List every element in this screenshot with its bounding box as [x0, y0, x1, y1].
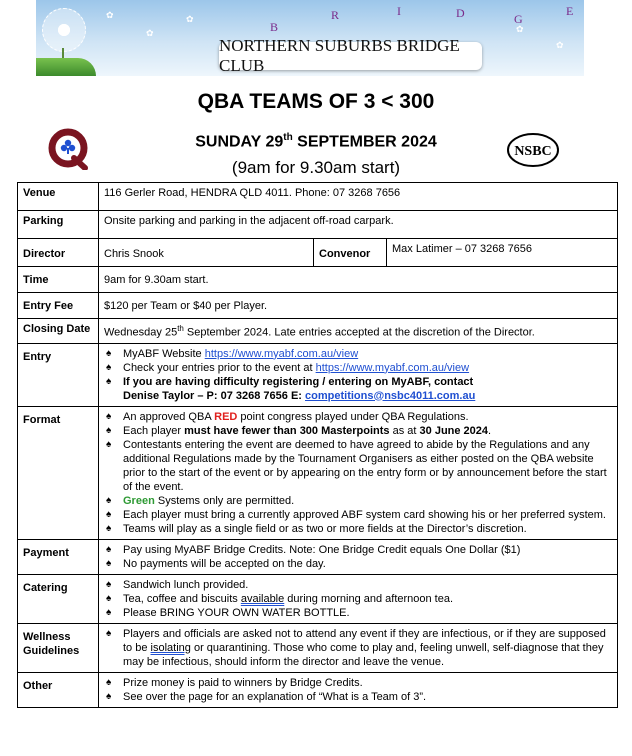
row-label: Director	[18, 239, 99, 267]
list-item: ♠ Each player must have fewer than 300 Masterpoints as at 30 June 2024.	[104, 424, 612, 438]
list-item: ♠ Teams will play as a single field or as two or more fields at the Director’s discretion.	[104, 522, 612, 536]
club-name: NORTHERN SUBURBS BRIDGE CLUB	[219, 42, 482, 70]
table-row	[18, 267, 618, 293]
banner-letter: B	[270, 20, 279, 34]
entry-value	[99, 343, 618, 406]
table-row	[18, 211, 618, 239]
dandelion-graphic	[42, 8, 86, 52]
list-item: ♠ Players and officials are asked not to attend any event if they are infectious, or if they are supposed to be isolating or quarantining. Those who come to play and, feeling unwell, self-diagnose that they may be infectious, should inform the director and leave the venue.	[104, 627, 612, 669]
table-row	[18, 672, 618, 707]
seed-icon: ✿	[556, 40, 564, 50]
banner-letter: I	[397, 4, 401, 18]
fee-value: $120 per Team or $40 per Player.	[99, 293, 618, 319]
list-item: ♠ Contestants entering the event are deemed to have agreed to abide by the Regulations and any additional Regulations made by the Tournament Organisers as either posted on the QBA website prior to the start of the event or by appearing on the entry form or by announcement before the start of the event.	[104, 438, 612, 494]
table-row	[18, 183, 618, 211]
list-item: ♠ Check your entries prior to the event at https://www.myabf.com.au/view	[104, 361, 612, 375]
parking-value: Onsite parking and parking in the adjacent off-road carpark.	[99, 211, 618, 239]
wellness-value	[99, 623, 618, 672]
row-label: Closing Date	[18, 319, 99, 344]
venue-value: 116 Gerler Road, HENDRA QLD 4011. Phone: 07 3268 7656	[99, 183, 618, 211]
table-row	[18, 539, 618, 574]
other-value	[99, 672, 618, 707]
row-label: Other	[18, 672, 99, 707]
seed-icon: ✿	[146, 28, 154, 38]
table-row	[18, 343, 618, 406]
table-row	[18, 623, 618, 672]
list-item: ♠ Green Systems only are permitted.	[104, 494, 612, 508]
banner-letter: E	[566, 4, 574, 18]
banner-letter: R	[331, 8, 340, 22]
table-row	[18, 406, 618, 539]
myabf-link[interactable]: https://www.myabf.com.au/view	[315, 361, 470, 374]
grass-graphic	[36, 58, 96, 76]
row-label: Wellness Guidelines	[18, 623, 99, 672]
list-item: ♠ Tea, coffee and biscuits available during morning and afternoon tea.	[104, 592, 612, 606]
banner-letter: G	[514, 12, 523, 26]
table-row	[18, 574, 618, 623]
list-item: ♠ Sandwich lunch provided.	[104, 578, 612, 592]
page-title: QBA TEAMS OF 3 < 300	[197, 90, 435, 113]
director-value: Chris Snook	[99, 239, 314, 267]
row-label: Time	[18, 267, 99, 293]
nsbc-logo-text: NSBC	[514, 144, 552, 159]
list-item: ♠ If you are having difficulty registering / entering on MyABF, contact Denise Taylor – P: 07 3268 7656 E: competitions@nsbc4011.com.au	[104, 375, 612, 403]
row-label: Entry Fee	[18, 293, 99, 319]
list-item: ♠ No payments will be accepted on the day.	[104, 557, 612, 571]
header-banner	[36, 0, 584, 76]
row-label: Entry	[18, 343, 99, 406]
list-item: ♠ Each player must bring a currently approved ABF system card showing his or her preferred system.	[104, 508, 612, 522]
catering-value	[99, 574, 618, 623]
table-row	[18, 293, 618, 319]
format-value	[99, 406, 618, 539]
row-label: Parking	[18, 211, 99, 239]
convenor-value: Max Latimer – 07 3268 7656	[387, 239, 618, 267]
event-date: SUNDAY 29th SEPTEMBER 2024	[195, 132, 437, 151]
seed-icon: ✿	[106, 10, 114, 20]
list-item: ♠ Prize money is paid to winners by Bridge Credits.	[104, 676, 612, 690]
list-item: ♠ An approved QBA RED point congress played under QBA Regulations.	[104, 410, 612, 424]
table-row	[18, 239, 618, 267]
row-label: Venue	[18, 183, 99, 211]
table-row	[18, 319, 618, 344]
seed-icon: ✿	[186, 14, 194, 24]
convenor-label: Convenor	[314, 239, 387, 267]
payment-value	[99, 539, 618, 574]
time-value: 9am for 9.30am start.	[99, 267, 618, 293]
event-start-time: (9am for 9.30am start)	[231, 158, 401, 177]
email-link[interactable]: competitions@nsbc4011.com.au	[305, 389, 476, 402]
row-label: Format	[18, 406, 99, 539]
list-item: ♠ Pay using MyABF Bridge Credits. Note: One Bridge Credit equals One Dollar ($1)	[104, 543, 612, 557]
seed-icon: ✿	[516, 24, 524, 34]
row-label: Catering	[18, 574, 99, 623]
nsbc-logo-icon	[506, 132, 560, 168]
list-item: ♠ MyABF Website https://www.myabf.com.au/view	[104, 347, 612, 361]
closing-value: Wednesday 25th September 2024. Late entries accepted at the discretion of the Director.	[99, 319, 618, 344]
event-details-table	[17, 182, 618, 708]
row-label: Payment	[18, 539, 99, 574]
myabf-link[interactable]: https://www.myabf.com.au/view	[204, 347, 359, 360]
list-item: ♠ See over the page for an explanation of “What is a Team of 3”.	[104, 690, 612, 704]
banner-letter: D	[456, 6, 465, 20]
list-item: ♠ Please BRING YOUR OWN WATER BOTTLE.	[104, 606, 612, 620]
